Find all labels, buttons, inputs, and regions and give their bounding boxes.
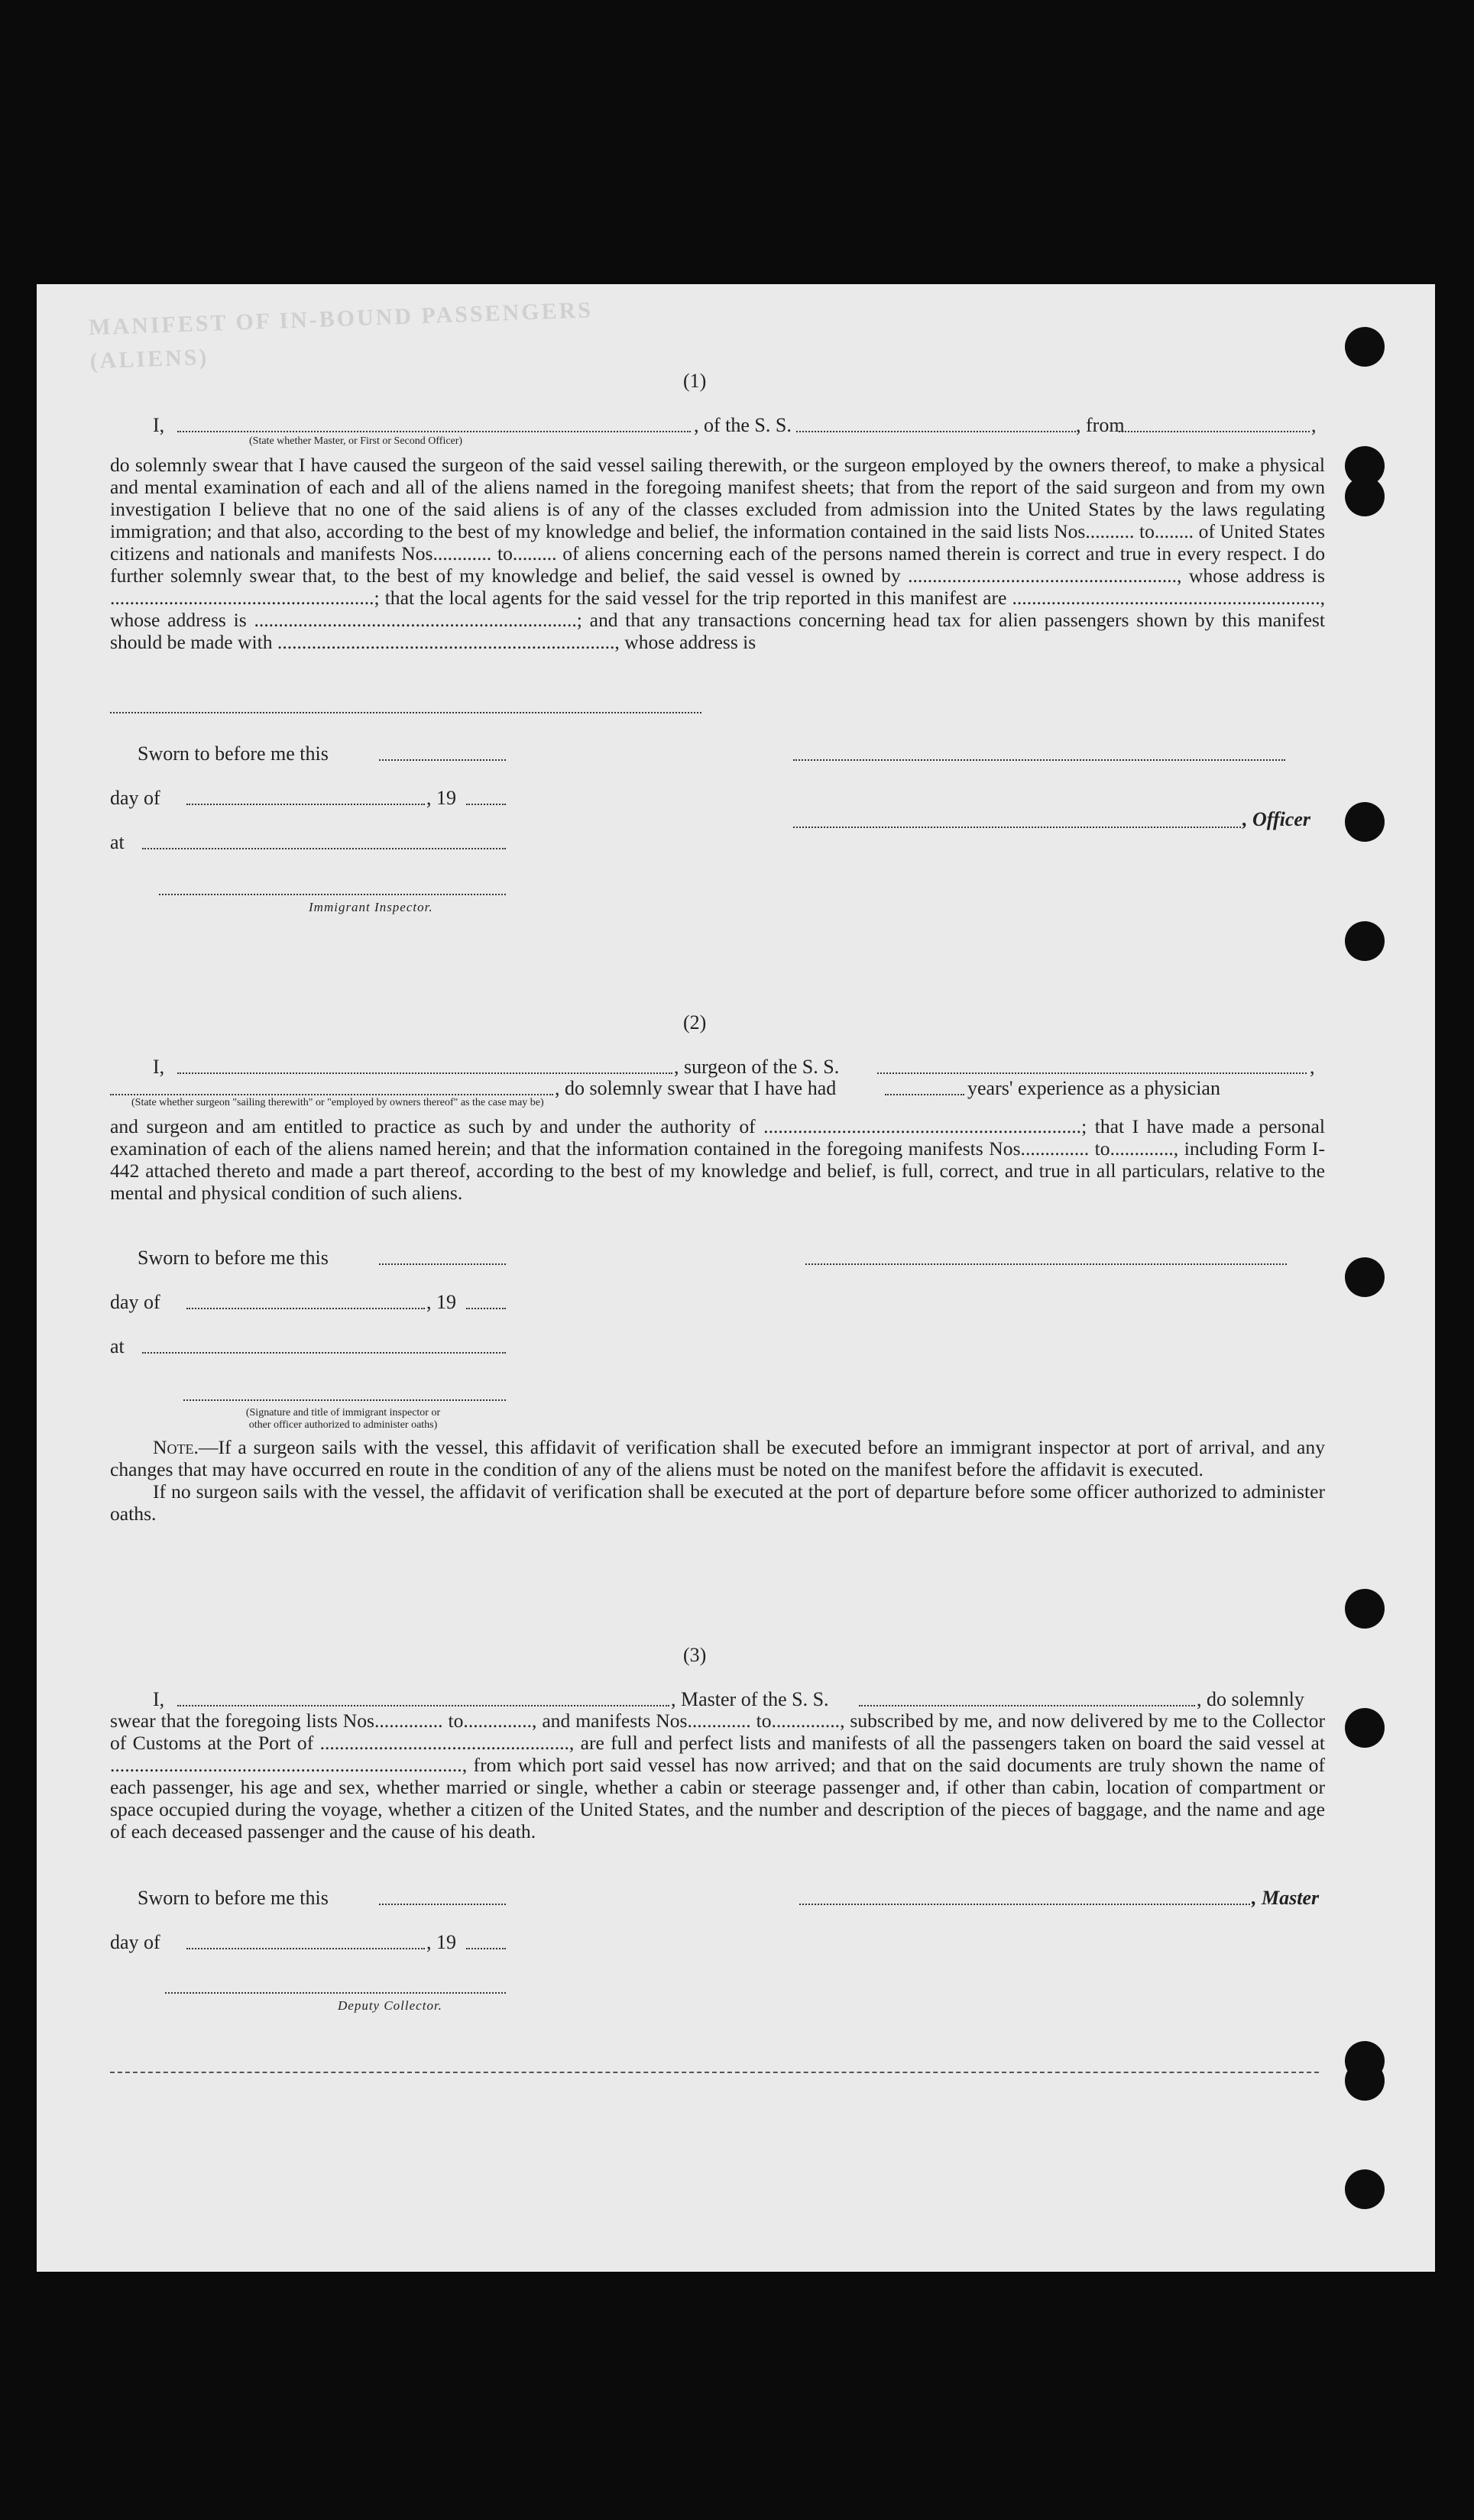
master-name-field[interactable] (177, 1705, 669, 1706)
section-1-trailing-line[interactable] (110, 712, 701, 713)
years-field[interactable] (885, 1094, 964, 1095)
section-2-i-label: I, (153, 1056, 165, 1078)
vessel-name-field[interactable] (796, 431, 1076, 432)
section-3-day-field[interactable] (186, 1948, 425, 1949)
binder-hole (1345, 921, 1385, 961)
section-3-day-of: day of (110, 1931, 160, 1953)
section-1-comma: , (1311, 414, 1317, 436)
section-2-signature-line[interactable] (805, 1263, 1287, 1265)
section-1-number: (1) (683, 370, 707, 392)
section-3-sworn: Sworn to before me this (138, 1887, 329, 1909)
collector-caption: Deputy Collector. (338, 1998, 442, 2013)
binder-hole (1345, 327, 1385, 367)
note-label: Note. (153, 1436, 199, 1458)
section-1-i-label: I, (153, 414, 165, 436)
inspector-caption: Immigrant Inspector. (309, 900, 433, 914)
faded-stamp (88, 291, 672, 433)
section-2-body (110, 1115, 1325, 1204)
section-2-comma: , (1310, 1056, 1315, 1078)
binder-hole (1345, 1708, 1385, 1748)
section-1-year-field[interactable] (466, 804, 506, 805)
binder-hole (1345, 477, 1385, 516)
section-2-sworn-field[interactable] (379, 1263, 506, 1265)
binder-hole (1345, 1589, 1385, 1629)
officer-note: (State whether Master, or First or Second Officer) (249, 435, 463, 447)
officer-signature-field[interactable] (793, 827, 1241, 828)
section-1-signature-line[interactable] (793, 759, 1285, 761)
section-2-years-exp: years' experience as a physician (967, 1077, 1220, 1099)
section-3-year-field[interactable] (466, 1948, 506, 1949)
section-2-at: at (110, 1335, 125, 1357)
inspector-signature-field[interactable] (159, 894, 506, 895)
section-1-body-text: do solemnly swear that I have caused the surgeon of the said vessel sailing therewith, or the surgeon employed by the owners thereof, to make a physical and mental examination of each and all of the aliens named in the foregoing manifest sheets; that from the report of the said surgeon and from my own investigation I believe that no one of the said aliens is of any of the classes excluded from admission into the United States by the laws regulating immigration; and that also, according to the best of my knowledge and belief, the information contained in the said lists Nos.......... to........ of United States citizens and nationals and manifests Nos............ to......... of aliens concerning each of the persons named therein is correct and true in every respect. I do further solemnly swear that, to the best of my knowledge and belief, the said vessel is owned by ......................................................., whose address is ......................................................; that the local agents for the said vessel for the trip reported in this manifest are ..............................................................., whose address is ..................................................................; and that any transactions concerning head tax for alien passengers shown by this manifest should be made with ....................................................................., whose address is (110, 454, 1325, 653)
section-2-year: , 19 (426, 1291, 456, 1313)
section-1-year: , 19 (426, 787, 456, 809)
section-3-body (110, 1710, 1325, 1842)
section-2-body-text: and surgeon and am entitled to practice as such by and under the authority of .................................................................; that I have made a personal examination of each of the aliens named herein; and that the information contained in the foregoing manifests Nos.............. to............., including Form I-442 attached thereto and made a part thereof, according to the best of my knowledge and belief, is full, correct, and true in all particulars, relative to the mental and physical condition of such aliens. (110, 1115, 1325, 1204)
binder-hole (1345, 802, 1385, 842)
stamp-text: MANIFEST OF IN-BOUND PASSENGERS (ALIENS) (88, 297, 594, 374)
section-2-officer-signature-field[interactable] (183, 1399, 506, 1401)
master-title: , Master (1252, 1887, 1320, 1909)
section-2-day-of: day of (110, 1291, 160, 1313)
section-3-sworn-field[interactable] (379, 1904, 506, 1905)
manifest-sheet (37, 284, 1435, 2272)
from-port-field[interactable] (1119, 431, 1310, 432)
section-2-note (110, 1436, 1325, 1525)
section-1-day-field[interactable] (186, 804, 425, 805)
section-1-sworn-field[interactable] (379, 759, 506, 761)
section-3-master-of: , Master of the S. S. (671, 1688, 829, 1710)
section-1-sworn: Sworn to before me this (138, 742, 329, 765)
surgeon-name-field[interactable] (177, 1072, 672, 1074)
section-1-at: at (110, 831, 125, 853)
officer-title: , Officer (1242, 808, 1311, 830)
section-2-number: (2) (683, 1011, 707, 1034)
officer-name-field[interactable] (177, 431, 691, 432)
master-signature-field[interactable] (799, 1904, 1250, 1905)
section-3-i-label: I, (153, 1688, 165, 1710)
section-1-day-of: day of (110, 787, 160, 809)
section-2-do-swear: , do solemnly swear that I have had (555, 1077, 837, 1099)
section-3-vessel-field[interactable] (859, 1705, 1195, 1706)
sig-note-2: other officer authorized to administer oaths) (248, 1419, 438, 1431)
section-2-day-field[interactable] (186, 1308, 425, 1309)
binder-hole (1345, 2169, 1385, 2209)
collector-signature-field[interactable] (165, 1992, 506, 1994)
section-2-at-field[interactable] (142, 1352, 506, 1354)
surgeon-note: (State whether surgeon "sailing therewith" or "employed by owners thereof" as the case may be) (131, 1097, 544, 1108)
note-text-1: —If a surgeon sails with the vessel, this affidavit of verification shall be executed before an immigrant inspector at port of arrival, and any changes that may have occurred en route in the condition of any of the aliens must be noted on the manifest before the affidavit is executed. (110, 1436, 1325, 1480)
section-2-second-line-field[interactable] (110, 1094, 553, 1095)
bottom-rule (110, 2072, 1319, 2073)
section-1-of-ss: , of the S. S. (694, 414, 792, 436)
section-2-year-field[interactable] (466, 1308, 506, 1309)
section-3-do-solemnly: , do solemnly (1197, 1688, 1304, 1710)
note-text-2: If no surgeon sails with the vessel, the affidavit of verification shall be executed at the port of departure before some officer authorized to administer oaths. (110, 1480, 1325, 1525)
section-1-from: , from (1076, 414, 1125, 436)
section-2-surgeon-of: , surgeon of the S. S. (674, 1056, 840, 1078)
section-3-year: , 19 (426, 1931, 456, 1953)
section-1-at-field[interactable] (142, 848, 506, 849)
section-3-body-text: swear that the foregoing lists Nos.............. to.............., and manifests Nos............. to.............., subscribed by me, and now delivered by me to the Collector of Customs at the Port of ..................................................., are full and perfect lists and manifests of all the passengers taken on board the said vessel at ........................................................................, from which port said vessel has now arrived; and that on the said documents are truly shown the name of each passenger, his age and sex, whether married or single, whether a cabin or steerage passenger and, if other than cabin, location of compartment or space occupied during the voyage, whether a citizen of the United States, and the number and description of the pieces of baggage, and the name and age of each deceased passenger and the cause of his death. (110, 1710, 1325, 1842)
sig-note-1: (Signature and title of immigrant inspector or (245, 1407, 441, 1419)
section-2-sworn: Sworn to before me this (138, 1247, 329, 1269)
binder-hole (1345, 2061, 1385, 2101)
section-3-number: (3) (683, 1644, 707, 1666)
binder-hole (1345, 1257, 1385, 1297)
section-1-body (110, 454, 1325, 653)
section-2-vessel-field[interactable] (877, 1072, 1307, 1074)
note-paragraph-1 (110, 1436, 1325, 1480)
